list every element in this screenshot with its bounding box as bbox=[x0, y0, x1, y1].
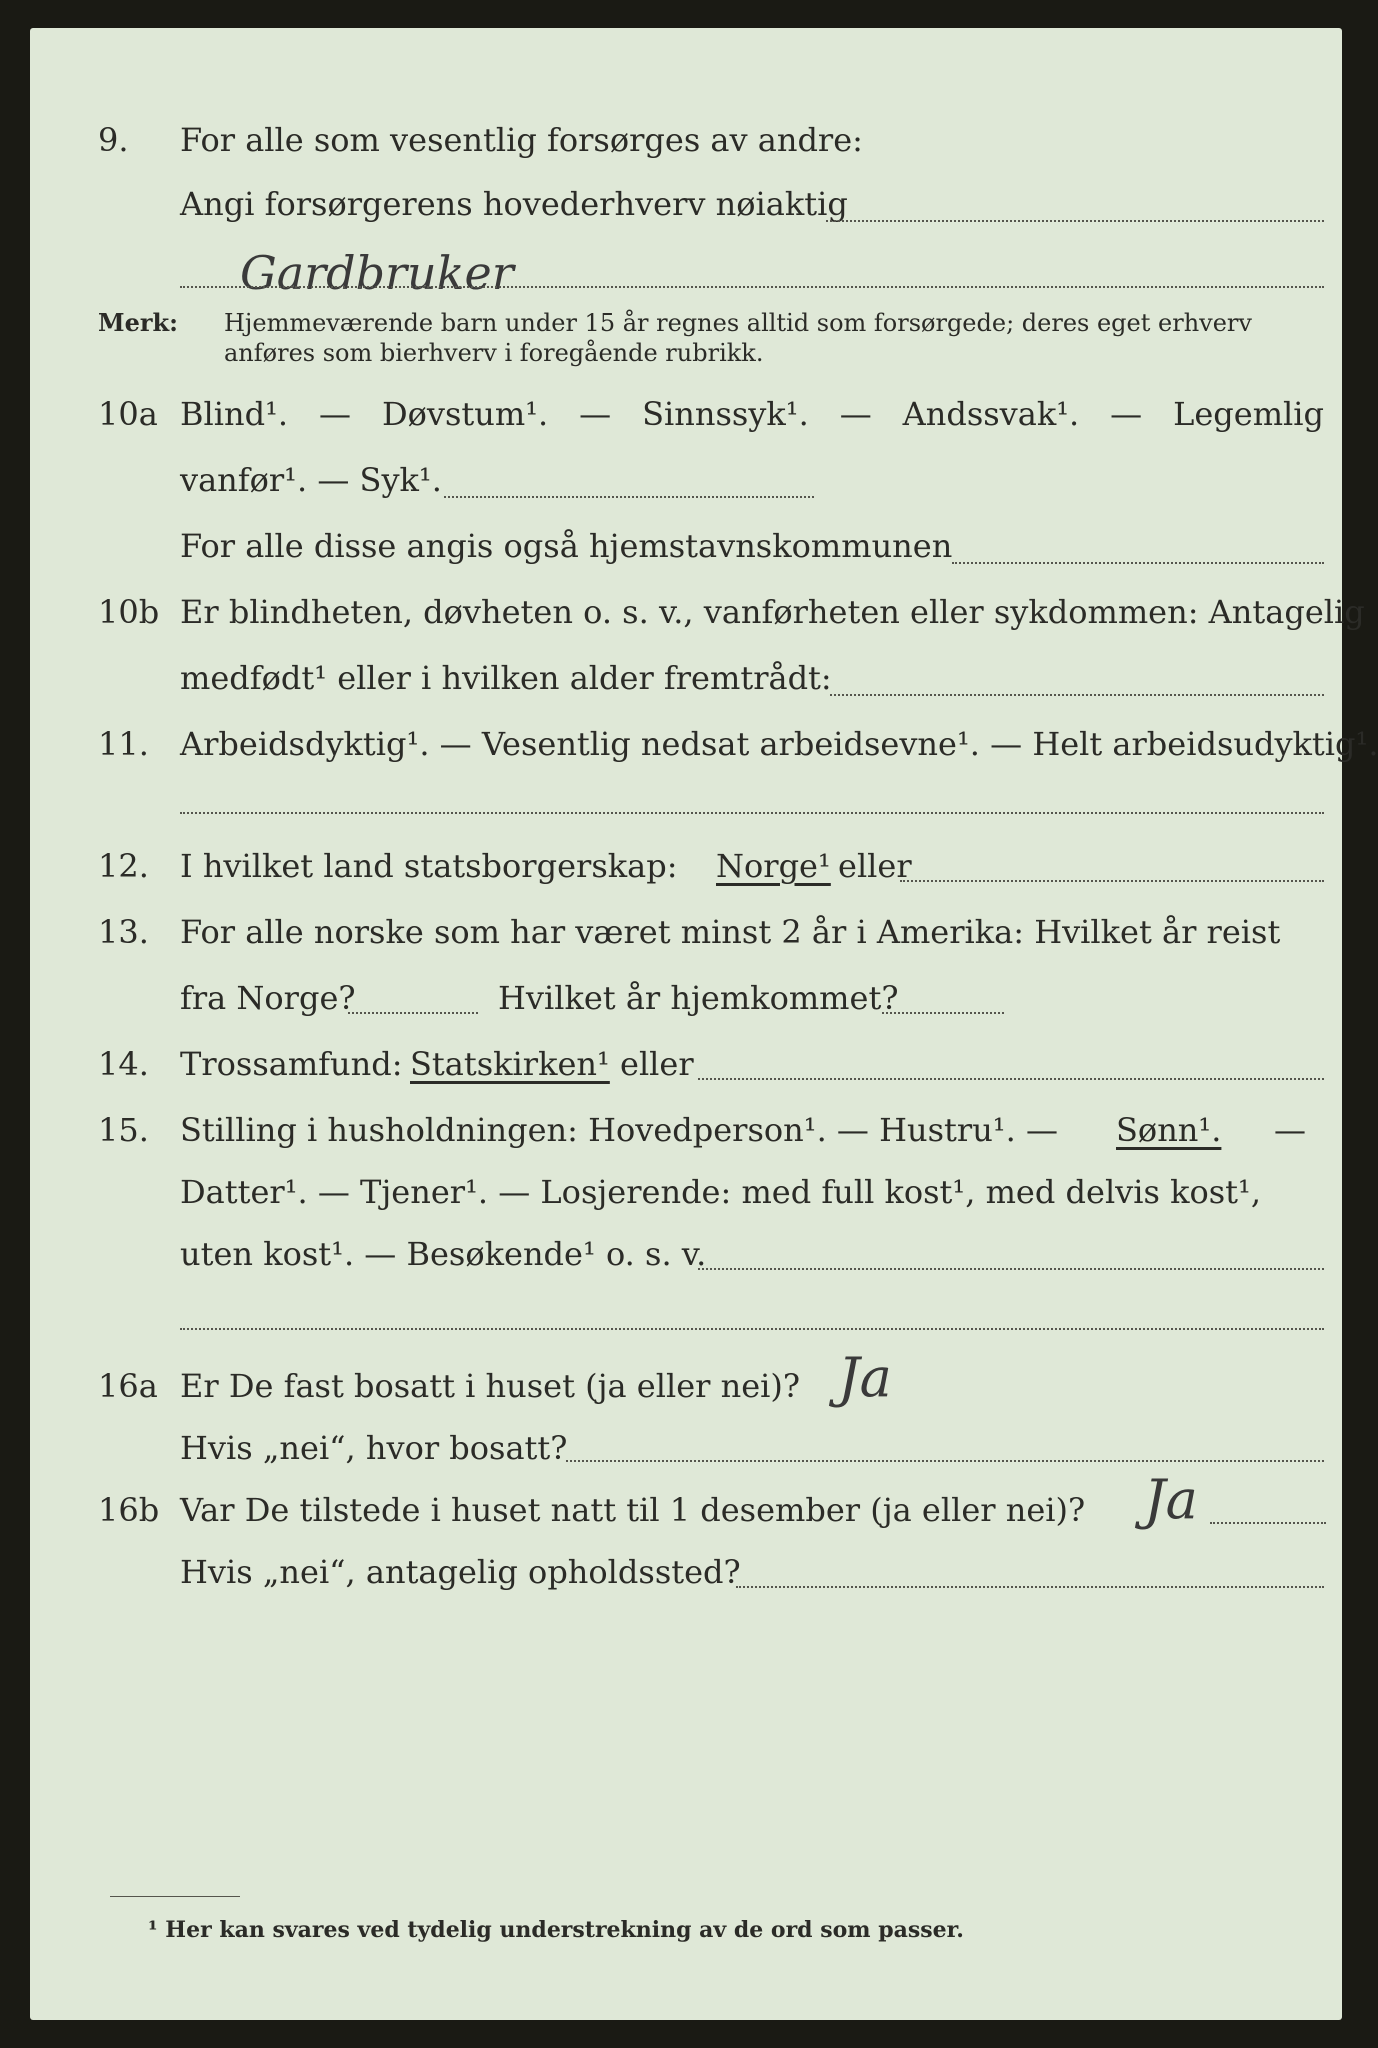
q10a-answer-line-1 bbox=[444, 496, 814, 498]
q10a-answer-line-2 bbox=[952, 562, 1324, 564]
q13-line-1: For alle norske som har været minst 2 år i Amerika: Hvilket år reist bbox=[180, 913, 1281, 951]
q15-answer-line-1 bbox=[698, 1268, 1324, 1270]
q15-line-2: Datter¹. — Tjener¹. — Losjerende: med full kost¹, med delvis kost¹, bbox=[180, 1173, 1262, 1211]
q15-line-3: uten kost¹. — Besøkende¹ o. s. v. bbox=[180, 1235, 707, 1273]
q14-answer-line bbox=[698, 1078, 1324, 1080]
q16b-line-1: Var De tilstede i huset natt til 1 desember (ja eller nei)? bbox=[180, 1491, 1086, 1529]
q10a-opt-dovstum: Døvstum¹. bbox=[381, 395, 549, 433]
q15-number: 15. bbox=[98, 1111, 149, 1149]
q10a-dash-1: — bbox=[319, 395, 352, 433]
q16b-number: 16b bbox=[98, 1491, 160, 1529]
q10a-options bbox=[180, 394, 1324, 434]
q11-line-1: Arbeidsdyktig¹. — Vesentlig nedsat arbeidsevne¹. — Helt arbeidsudyktig¹. bbox=[180, 725, 1378, 763]
q14-after: eller bbox=[620, 1045, 694, 1083]
q15-line-1-end: — bbox=[1274, 1111, 1306, 1149]
q10a-opt-blind: Blind¹. bbox=[180, 395, 289, 433]
q13-number: 13. bbox=[98, 913, 149, 951]
q14-text: Trossamfund: bbox=[180, 1045, 403, 1083]
q16a-line-2: Hvis „nei“, hvor bosatt? bbox=[180, 1429, 568, 1467]
q9-answer-line-2 bbox=[180, 286, 1324, 288]
footnote-rule bbox=[110, 1896, 240, 1897]
q16b-answer-line-2 bbox=[736, 1586, 1324, 1588]
q16a-answer-handwriting: Ja bbox=[838, 1346, 892, 1409]
q11-number: 11. bbox=[98, 725, 149, 763]
q10a-opt-legemlig: Legemlig bbox=[1173, 395, 1324, 433]
q9-answer-handwriting: Gardbruker bbox=[240, 246, 514, 300]
q14-answer-underlined: Statskirken¹ bbox=[410, 1045, 610, 1083]
q10a-opt-sinnssyk: Sinnssyk¹. bbox=[642, 395, 809, 433]
q13-line-2a: fra Norge? bbox=[180, 979, 356, 1017]
footnote-text: ¹ Her kan svares ved tydelig understrekning av de ord som passer. bbox=[148, 1917, 964, 1943]
q12-answer-underlined: Norge¹ bbox=[716, 847, 831, 885]
q13-answer-line-2 bbox=[882, 1012, 1004, 1014]
q16a-number: 16a bbox=[98, 1367, 158, 1405]
q14-number: 14. bbox=[98, 1045, 149, 1083]
q10a-opt-andssvak: Andssvak¹. bbox=[902, 395, 1080, 433]
q15-answer-line-2 bbox=[180, 1328, 1324, 1330]
q16a-line-1: Er De fast bosatt i huset (ja eller nei)? bbox=[180, 1367, 801, 1405]
census-form-page bbox=[30, 28, 1378, 2020]
q10a-line-3: For alle disse angis også hjemstavnskommunen bbox=[180, 527, 953, 565]
q16a-answer-line bbox=[566, 1460, 1324, 1462]
q10b-line-2: medfødt¹ eller i hvilken alder fremtrådt: bbox=[180, 659, 832, 697]
q15-answer-underlined: Sønn¹. bbox=[1116, 1111, 1222, 1149]
q16b-answer-line-1 bbox=[1210, 1522, 1326, 1524]
q9-answer-line-1 bbox=[826, 220, 1324, 222]
q9-line-2: Angi forsørgerens hovederhverv nøiaktig bbox=[180, 185, 848, 223]
q10a-number: 10a bbox=[98, 395, 158, 433]
q12-after: eller bbox=[838, 847, 912, 885]
q13-answer-line-1 bbox=[348, 1012, 478, 1014]
q10b-number: 10b bbox=[98, 593, 160, 631]
merk-line-2: anføres som bierhverv i foregående rubrikk. bbox=[224, 339, 764, 367]
q10a-dash-2: — bbox=[579, 395, 612, 433]
merk-line-1: Hjemmeværende barn under 15 år regnes alltid som forsørgede; deres eget erhverv bbox=[224, 309, 1252, 337]
q10b-line-1: Er blindheten, døvheten o. s. v., vanførheten eller sykdommen: Antagelig bbox=[180, 593, 1365, 631]
q16b-line-2: Hvis „nei“, antagelig opholdssted? bbox=[180, 1553, 741, 1591]
q9-line-1: For alle som vesentlig forsørges av andre: bbox=[180, 121, 863, 159]
q10b-answer-line bbox=[830, 694, 1324, 696]
q10a-dash-3: — bbox=[839, 395, 872, 433]
merk-label: Merk: bbox=[98, 308, 178, 337]
q9-number: 9. bbox=[98, 121, 129, 159]
q13-line-2b: Hvilket år hjemkommet? bbox=[498, 979, 899, 1017]
q15-line-1: Stilling i husholdningen: Hovedperson¹. — Hustru¹. — bbox=[180, 1111, 1058, 1149]
q16b-answer-handwriting: Ja bbox=[1144, 1468, 1198, 1531]
q12-answer-line bbox=[900, 880, 1324, 882]
q12-text: I hvilket land statsborgerskap: bbox=[180, 847, 678, 885]
q12-number: 12. bbox=[98, 847, 149, 885]
q11-answer-line bbox=[180, 812, 1324, 814]
q10a-line-2: vanfør¹. — Syk¹. bbox=[180, 461, 442, 499]
q10a-dash-4: — bbox=[1110, 395, 1143, 433]
